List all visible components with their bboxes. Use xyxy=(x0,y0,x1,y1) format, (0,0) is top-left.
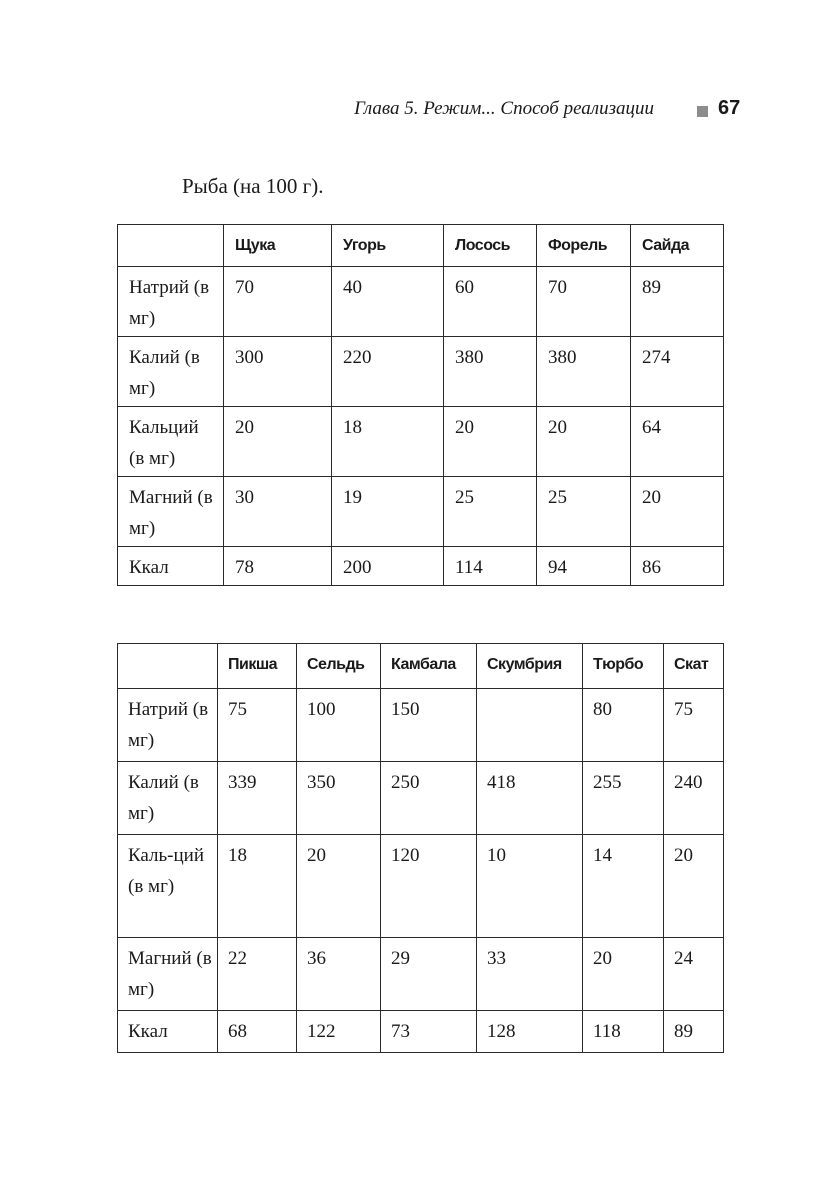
table-cell: 78 xyxy=(224,547,332,586)
table-cell: 25 xyxy=(444,477,537,547)
table-cell: 200 xyxy=(332,547,444,586)
chapter-title: Глава 5. Режим... Способ реализации xyxy=(354,98,654,119)
table-cell: 89 xyxy=(664,1011,724,1053)
table-cell: 18 xyxy=(218,835,297,938)
table-row xyxy=(118,835,724,938)
row-label: Натрий (в мг) xyxy=(118,267,224,337)
table-row xyxy=(118,267,724,337)
table-row xyxy=(118,938,724,1011)
row-label: Ккал xyxy=(118,547,224,586)
header-cell-kambala: Камбала xyxy=(381,644,477,689)
table-header-row xyxy=(118,644,724,689)
table-cell: 80 xyxy=(583,689,664,762)
table-cell: 10 xyxy=(477,835,583,938)
row-label: Натрий (в мг) xyxy=(118,689,218,762)
table-cell: 380 xyxy=(537,337,631,407)
table-cell: 220 xyxy=(332,337,444,407)
table-cell: 255 xyxy=(583,762,664,835)
table-cell: 19 xyxy=(332,477,444,547)
table-cell: 350 xyxy=(297,762,381,835)
row-label: Калий (в мг) xyxy=(118,337,224,407)
table-cell: 122 xyxy=(297,1011,381,1053)
table-cell: 94 xyxy=(537,547,631,586)
table-cell: 100 xyxy=(297,689,381,762)
table-cell: 70 xyxy=(224,267,332,337)
table-cell: 73 xyxy=(381,1011,477,1053)
table-cell: 20 xyxy=(631,477,724,547)
table-cell: 380 xyxy=(444,337,537,407)
table-cell: 20 xyxy=(297,835,381,938)
table-cell: 36 xyxy=(297,938,381,1011)
table-row xyxy=(118,477,724,547)
table-cell: 20 xyxy=(444,407,537,477)
header-cell-skat: Скат xyxy=(664,644,724,689)
table-cell: 18 xyxy=(332,407,444,477)
table-cell: 33 xyxy=(477,938,583,1011)
table-cell: 20 xyxy=(664,835,724,938)
header-cell-losos: Лосось xyxy=(444,225,537,267)
row-label: Калий (в мг) xyxy=(118,762,218,835)
table-cell: 68 xyxy=(218,1011,297,1053)
square-marker-icon xyxy=(697,106,708,117)
page-number: 67 xyxy=(718,97,741,119)
table-cell: 89 xyxy=(631,267,724,337)
table-cell: 29 xyxy=(381,938,477,1011)
header-cell-empty xyxy=(118,225,224,267)
table-row xyxy=(118,762,724,835)
table-cell: 22 xyxy=(218,938,297,1011)
table-cell: 418 xyxy=(477,762,583,835)
header-cell-seld: Сельдь xyxy=(297,644,381,689)
table-row xyxy=(118,1011,724,1053)
table-cell: 250 xyxy=(381,762,477,835)
table-cell: 20 xyxy=(537,407,631,477)
table-cell xyxy=(477,689,583,762)
header-cell-forel: Форель xyxy=(537,225,631,267)
table-row xyxy=(118,689,724,762)
table-cell: 118 xyxy=(583,1011,664,1053)
fish-nutrition-table-2 xyxy=(117,643,724,1053)
table-cell: 30 xyxy=(224,477,332,547)
header-cell-skumbriya: Скумбрия xyxy=(477,644,583,689)
header-cell-piksha: Пикша xyxy=(218,644,297,689)
table-cell: 60 xyxy=(444,267,537,337)
row-label: Ккал xyxy=(118,1011,218,1053)
table-cell: 64 xyxy=(631,407,724,477)
header-cell-shchuka: Щука xyxy=(224,225,332,267)
table-row xyxy=(118,407,724,477)
fish-nutrition-table-1 xyxy=(117,224,724,586)
table-cell: 75 xyxy=(218,689,297,762)
table-cell: 25 xyxy=(537,477,631,547)
table-cell: 70 xyxy=(537,267,631,337)
header-cell-saida: Сайда xyxy=(631,225,724,267)
row-label: Каль-ций (в мг) xyxy=(118,835,218,938)
row-label: Магний (в мг) xyxy=(118,938,218,1011)
table-cell: 120 xyxy=(381,835,477,938)
table-row xyxy=(118,337,724,407)
table-cell: 24 xyxy=(664,938,724,1011)
header-cell-ugor: Угорь xyxy=(332,225,444,267)
table-cell: 40 xyxy=(332,267,444,337)
table-caption: Рыба (на 100 г). xyxy=(182,174,324,198)
running-head xyxy=(0,96,817,126)
table-cell: 128 xyxy=(477,1011,583,1053)
table-cell: 339 xyxy=(218,762,297,835)
table-cell: 20 xyxy=(224,407,332,477)
header-cell-tyurbo: Тюрбо xyxy=(583,644,664,689)
row-label: Магний (в мг) xyxy=(118,477,224,547)
table-cell: 14 xyxy=(583,835,664,938)
table-row xyxy=(118,547,724,586)
table-cell: 240 xyxy=(664,762,724,835)
table-header-row xyxy=(118,225,724,267)
table-cell: 75 xyxy=(664,689,724,762)
table-cell: 20 xyxy=(583,938,664,1011)
table-cell: 300 xyxy=(224,337,332,407)
table-cell: 114 xyxy=(444,547,537,586)
table-cell: 86 xyxy=(631,547,724,586)
table-cell: 150 xyxy=(381,689,477,762)
header-cell-empty xyxy=(118,644,218,689)
row-label: Кальций (в мг) xyxy=(118,407,224,477)
table-cell: 274 xyxy=(631,337,724,407)
